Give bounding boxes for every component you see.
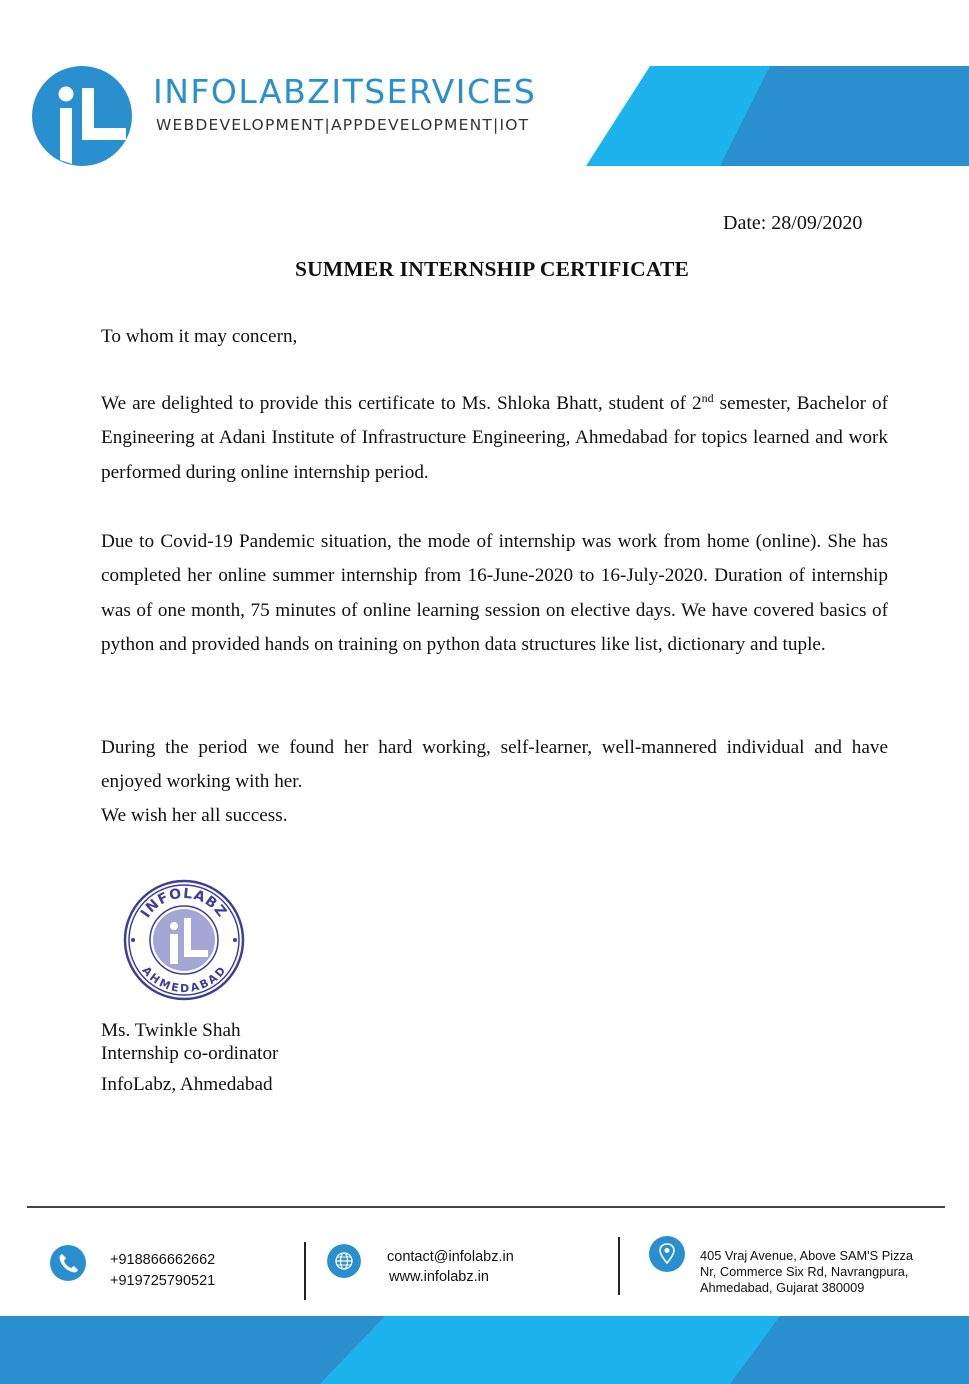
paragraph-2: Due to Covid-19 Pandemic situation, the mode of internship was work from home (online). She has completed her online summer internship from 16-June-2020 to 16-July-2020. Duration of internship was of one month, 75 minutes of online learning session on elective days. We have covered basics of python and provided hands on training on python data structures like list, dictionary and tuple. [101, 531, 888, 655]
stamp-bottom-text: AHMEDABAD [139, 964, 229, 996]
stamp-top-text: INFOLABZ [137, 885, 230, 921]
signatory-role: Internship co-ordinator [101, 1043, 279, 1064]
letter-date: Date: 28/09/2020 [723, 212, 863, 234]
paragraph-1 [101, 387, 888, 490]
paragraph-1-text-b: semester, Bachelor of Engineering at Adani Institute of Infrastructure Engineering, Ahmedabad for topics learned and work performed during online internship period. [101, 393, 888, 483]
brand-name: INFOLABZITSERVICES [153, 72, 537, 111]
paragraph-3: During the period we found her hard working, self-learner, well-mannered individual and have enjoyed working with her. [101, 737, 888, 793]
footer-divider [27, 1206, 945, 1208]
signatory-organization: InfoLabz, Ahmedabad [101, 1074, 273, 1095]
phone-number-2[interactable]: +919725790521 [110, 1273, 216, 1289]
infolabz-logo-icon [30, 64, 134, 168]
header-decoration-band [580, 66, 969, 166]
website-link[interactable]: www.infolabz.in [389, 1269, 489, 1285]
paragraph-1-text-a: We are delighted to provide this certificate to Ms. Shloka Bhatt, student of 2 [101, 393, 702, 414]
certificate-title: SUMMER INTERNSHIP CERTIFICATE [294, 257, 690, 281]
footer-separator [304, 1242, 306, 1300]
address-line-3: Ahmedabad, Gujarat 380009 [700, 1280, 865, 1295]
globe-icon [327, 1244, 361, 1278]
phone-icon [50, 1245, 86, 1281]
address-line-2: Nr, Commerce Six Rd, Navrangpura, [700, 1264, 909, 1279]
company-stamp [120, 878, 248, 1002]
footer-separator [618, 1237, 620, 1295]
brand-tagline: WEBDEVELOPMENT|APPDEVELOPMENT|IOT [156, 116, 530, 134]
salutation: To whom it may concern, [101, 326, 298, 347]
footer-decoration-band [0, 1316, 969, 1384]
signatory-name: Ms. Twinkle Shah [101, 1020, 241, 1041]
location-pin-icon [649, 1236, 685, 1272]
phone-number-1[interactable]: +918866662662 [110, 1252, 216, 1268]
address-line-1: 405 Vraj Avenue, Above SAM'S Pizza [700, 1248, 914, 1263]
closing-line: We wish her all success. [101, 805, 288, 826]
email-link[interactable]: contact@infolabz.in [387, 1249, 514, 1265]
ordinal-suffix: nd [701, 391, 714, 405]
